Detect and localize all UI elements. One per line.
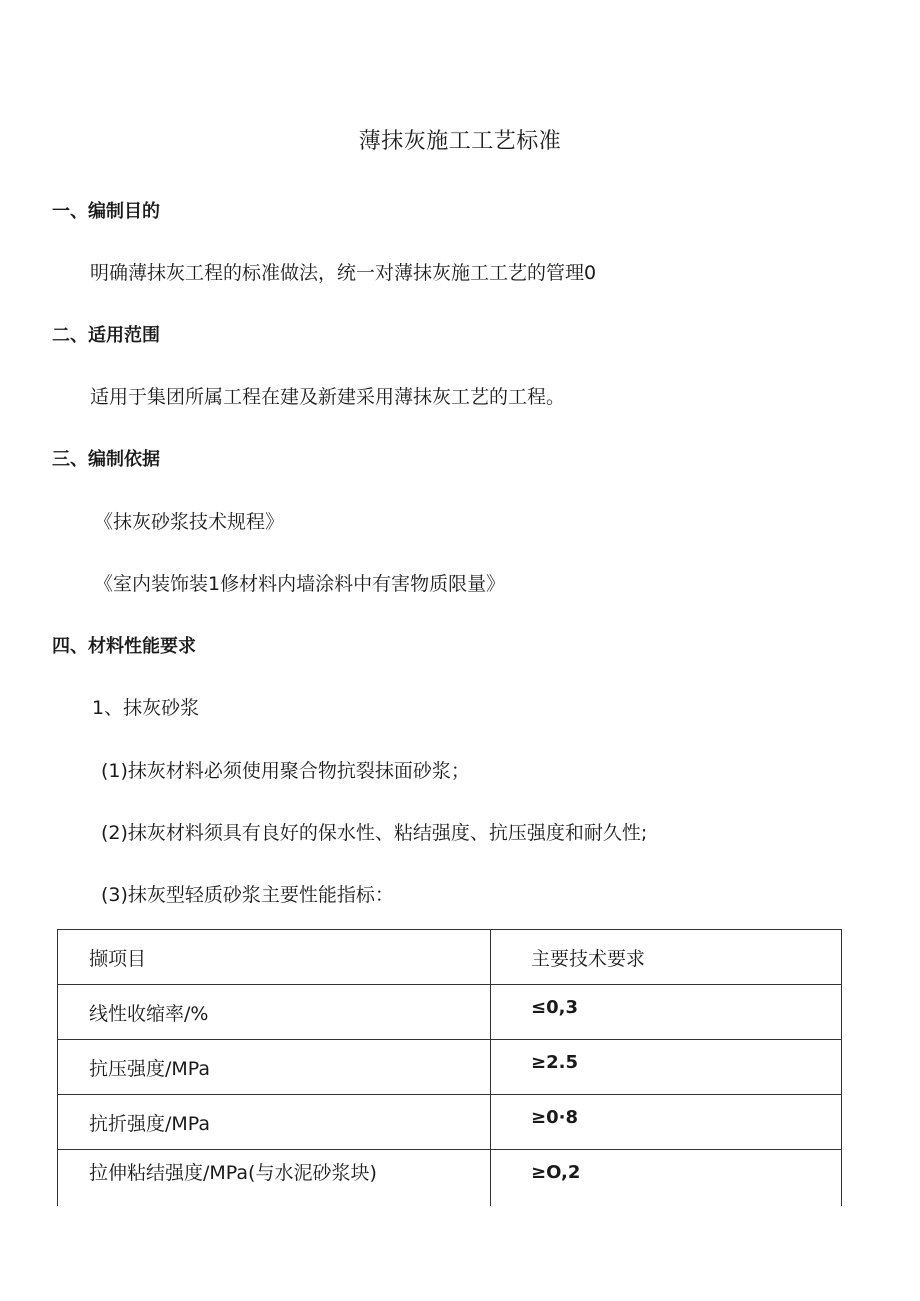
performance-table <box>57 929 842 1206</box>
table-row <box>58 985 842 1040</box>
table-cell-requirement: ≤0,3 <box>491 985 842 1040</box>
subsection-title: 1、抹灰砂浆 <box>92 697 200 719</box>
section-heading-scope: 二、适用范围 <box>52 325 160 346</box>
section-heading-basis: 三、编制依据 <box>52 449 160 470</box>
table-header-cell: 主要技术要求 <box>491 930 842 985</box>
table-row <box>58 1040 842 1095</box>
document-title: 薄抹灰施工工艺标准 <box>358 129 562 154</box>
requirement-item: (2)抹灰材料须具有良好的保水性、粘结强度、抗压强度和耐久性; <box>101 822 648 844</box>
table-cell-item: 线性收缩率/% <box>58 985 491 1040</box>
table-header-cell: 撷项目 <box>58 930 491 985</box>
requirement-item: (1)抹灰材料必须使用聚合物抗裂抹面砂浆； <box>101 760 470 782</box>
reference-item: 《抹灰砂浆技术规程》 <box>94 511 285 533</box>
table-row <box>58 1150 842 1206</box>
section-text-scope: 适用于集团所属工程在建及新建采用薄抹灰工艺的工程。 <box>90 386 566 408</box>
requirement-item: (3)抹灰型轻质砂浆主要性能指标： <box>101 884 394 906</box>
table-cell-requirement: ≥0·8 <box>491 1095 842 1150</box>
section-heading-materials: 四、材料性能要求 <box>52 636 196 657</box>
table-cell-requirement: ≥O,2 <box>491 1150 842 1206</box>
section-heading-purpose: 一、编制目的 <box>52 201 160 222</box>
table-header-row <box>58 930 842 985</box>
section-text-purpose: 明确薄抹灰工程的标准做法，统一对薄抹灰施工工艺的管理0 <box>90 262 597 284</box>
table-cell-item: 抗折强度/MPa <box>58 1095 491 1150</box>
table-row <box>58 1095 842 1150</box>
reference-item: 《室内装饰装1修材料内墙涂料中有害物质限量》 <box>94 573 506 595</box>
table-cell-requirement: ≥2.5 <box>491 1040 842 1095</box>
table-cell-item: 拉伸粘结强度/MPa(与水泥砂浆块) <box>58 1150 491 1206</box>
table-cell-item: 抗压强度/MPa <box>58 1040 491 1095</box>
